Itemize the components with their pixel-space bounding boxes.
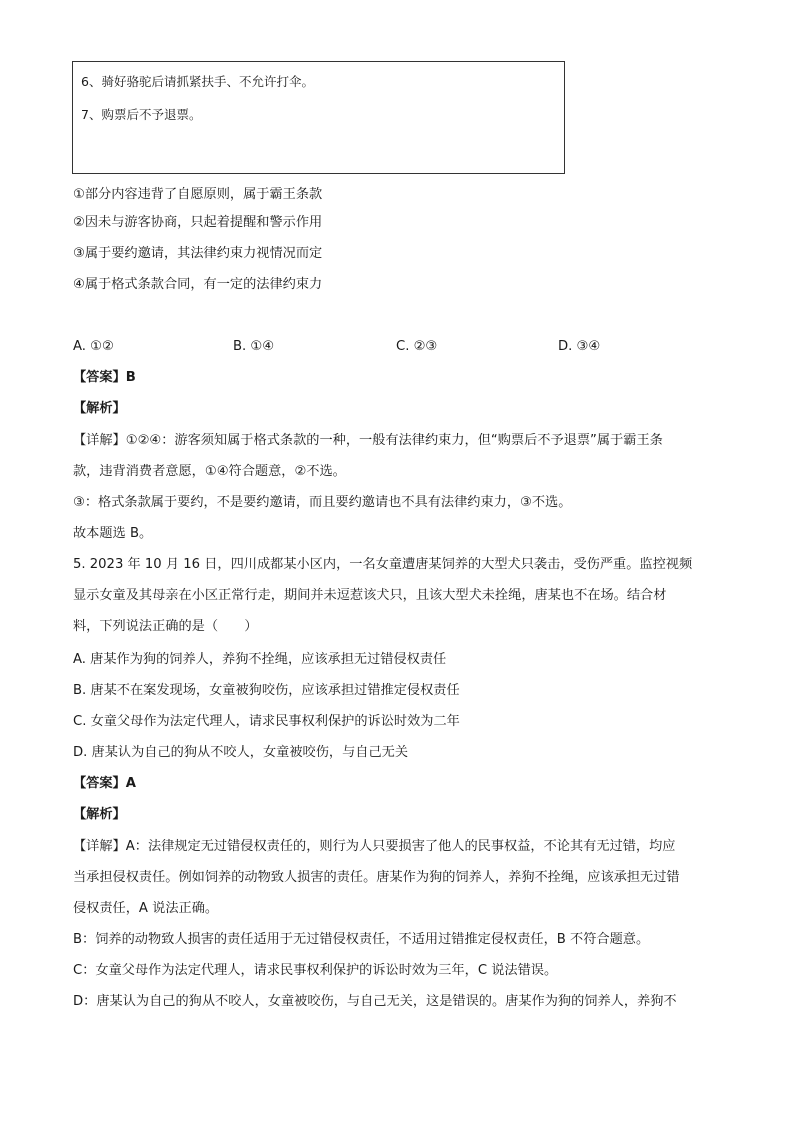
q5-option-c: C. 女童父母作为法定代理人，请求民事权利保护的诉讼时效为二年 [73, 714, 460, 729]
q4-detail-line: ③：格式条款属于要约，不是要约邀请，而且要约邀请也不具有法律约束力，③不选。 [73, 495, 572, 510]
q5-stem-line: 5. 2023 年 10 月 16 日，四川成都某小区内，一名女童遭唐某饲养的大型犬只袭击，受伤严重。监控视频 [73, 557, 693, 572]
q4-option-a: A. ①② [73, 339, 114, 354]
statement-1: ①部分内容违背了自愿原则，属于霸王条款 [73, 187, 323, 202]
q5-detail-line: B：饲养的动物致人损害的责任适用于无过错侵权责任，不适用过错推定侵权责任，B 不符合题意。 [73, 932, 650, 947]
q5-detail-line: 侵权责任，A 说法正确。 [73, 901, 219, 916]
q5-detail-line: 当承担侵权责任。例如饲养的动物致人损害的责任。唐某作为狗的饲养人，养狗不拴绳，应该承担无过错 [73, 870, 680, 885]
q4-analysis-tag: 【解析】 [73, 401, 126, 416]
q4-detail-line: 故本题选 B。 [73, 526, 153, 541]
q5-stem-line: 料，下列说法正确的是（ ） [73, 619, 258, 634]
q5-detail-line: C：女童父母作为法定代理人，请求民事权利保护的诉讼时效为三年，C 说法错误。 [73, 963, 558, 978]
q4-answer: 【答案】B [73, 370, 136, 385]
q5-detail-line: D：唐某认为自己的狗从不咬人，女童被咬伤，与自己无关，这是错误的。唐某作为狗的饲养人，养狗不 [73, 994, 677, 1009]
statement-3: ③属于要约邀请，其法律约束力视情况而定 [73, 246, 323, 261]
q5-answer: 【答案】A [73, 776, 136, 791]
q4-option-b: B. ①④ [233, 339, 275, 354]
q5-analysis-tag: 【解析】 [73, 807, 126, 822]
q4-option-d: D. ③④ [558, 339, 601, 354]
statement-4: ④属于格式条款合同，有一定的法律约束力 [73, 277, 323, 292]
q4-detail-line: 款，违背消费者意愿，①④符合题意，②不选。 [73, 464, 346, 479]
notice-rule-6: 6、骑好骆驼后请抓紧扶手、不允许打伞。 [81, 74, 314, 89]
q5-stem-line: 显示女童及其母亲在小区正常行走，期间并未逗惹该犬只，且该大型犬未拴绳，唐某也不在场。结合材 [73, 588, 667, 603]
statement-2: ②因未与游客协商，只起着提醒和警示作用 [73, 215, 323, 230]
q4-option-c: C. ②③ [396, 339, 438, 354]
q5-detail-line: 【详解】A：法律规定无过错侵权责任的，则行为人只要损害了他人的民事权益，不论其有无过错，均应 [73, 839, 676, 854]
q5-option-d: D. 唐某认为自己的狗从不咬人，女童被咬伤，与自己无关 [73, 745, 409, 760]
notice-rule-7: 7、购票后不予退票。 [81, 107, 202, 122]
notice-box [72, 61, 565, 174]
q4-detail-line: 【详解】①②④：游客须知属于格式条款的一种，一般有法律约束力，但“购票后不予退票”属于霸王条 [73, 433, 663, 448]
q5-option-a: A. 唐某作为狗的饲养人，养狗不拴绳，应该承担无过错侵权责任 [73, 652, 447, 667]
q5-option-b: B. 唐某不在案发现场，女童被狗咬伤，应该承担过错推定侵权责任 [73, 683, 460, 698]
